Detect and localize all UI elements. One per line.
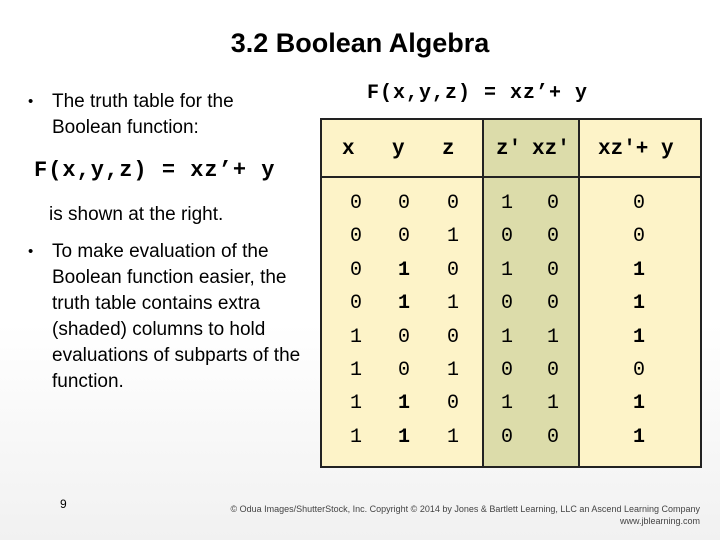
bullet-text: The truth table for the Boolean function:: [52, 91, 234, 138]
table-cell: 1: [446, 292, 459, 316]
table-cell: 0: [500, 359, 513, 382]
table-cell: 0: [500, 292, 513, 316]
table-cell: 1: [632, 325, 645, 349]
table-cell: 0: [349, 192, 362, 215]
truth-table: [320, 118, 702, 468]
table-cell: 1: [500, 258, 513, 282]
table-cell: 0: [546, 258, 559, 282]
slide-title: 3.2 Boolean Algebra: [230, 28, 490, 58]
table-cell: 0: [546, 292, 559, 316]
boolean-function-figure: F(x,y,z) = xz’+ y: [367, 82, 589, 105]
column-header: y: [392, 138, 405, 161]
table-cell: 1: [632, 425, 645, 449]
table-cell: 0: [546, 425, 559, 449]
column-header: x: [342, 138, 355, 161]
table-cell: 1: [500, 325, 513, 349]
table-cell: 1: [546, 392, 559, 416]
table-cell: 1: [632, 258, 645, 282]
table-cell: 1: [397, 425, 410, 449]
table-cell: 0: [349, 292, 362, 316]
boolean-function-left: F(x,y,z) = xz’+ y: [34, 158, 276, 183]
table-cell: 1: [500, 192, 513, 215]
table-cell: 0: [632, 225, 645, 249]
table-cell: 1: [349, 392, 362, 416]
bullet-dot: •: [28, 93, 34, 110]
table-cell: 0: [446, 325, 459, 349]
table-cell: 0: [546, 192, 559, 215]
table-cell: 1: [349, 325, 362, 349]
column-header: xz'+ y: [598, 138, 674, 161]
header-divider: [322, 176, 700, 178]
column-header: xz': [532, 138, 570, 161]
table-cell: 0: [397, 359, 410, 382]
column-header: z': [496, 138, 522, 161]
table-cell: 1: [446, 359, 459, 382]
page-number: 9: [60, 497, 67, 511]
table-cell: 1: [632, 292, 645, 316]
table-cell: 1: [397, 292, 410, 316]
table-cell: 1: [446, 425, 459, 449]
copyright-line: © Odua Images/ShutterStock, Inc. Copyright © 2014 by Jones & Bartlett Learning, LLC an Ascend Learning Company: [230, 504, 700, 514]
table-cell: 0: [397, 325, 410, 349]
table-cell: 1: [397, 258, 410, 282]
copyright-url: www.jblearning.com: [619, 516, 700, 526]
table-cell: 0: [446, 192, 459, 215]
table-cell: 0: [500, 225, 513, 249]
table-cell: 1: [500, 392, 513, 416]
table-cell: 0: [349, 225, 362, 249]
table-cell: 0: [446, 392, 459, 416]
bullet-dot: •: [28, 243, 34, 260]
bullet-text: To make evaluation of the Boolean function easier, the truth table contains extra (shaded) columns to hold evaluations of subparts of the function.: [52, 241, 301, 392]
table-cell: 0: [446, 258, 459, 282]
table-cell: 0: [349, 258, 362, 282]
table-cell: 0: [397, 225, 410, 249]
table-cell: 0: [500, 425, 513, 449]
bullet-continuation: is shown at the right.: [49, 204, 224, 225]
table-cell: 0: [546, 225, 559, 249]
table-cell: 0: [397, 192, 410, 215]
table-cell: 0: [632, 359, 645, 382]
table-cell: 1: [546, 325, 559, 349]
table-cell: 1: [446, 225, 459, 249]
table-cell: 1: [349, 425, 362, 449]
table-cell: 1: [397, 392, 410, 416]
column-header: z: [442, 138, 455, 161]
table-cell: 1: [632, 392, 645, 416]
table-cell: 0: [632, 192, 645, 215]
table-cell: 0: [546, 359, 559, 382]
copyright-notice: [230, 503, 700, 527]
table-cell: 1: [349, 359, 362, 382]
